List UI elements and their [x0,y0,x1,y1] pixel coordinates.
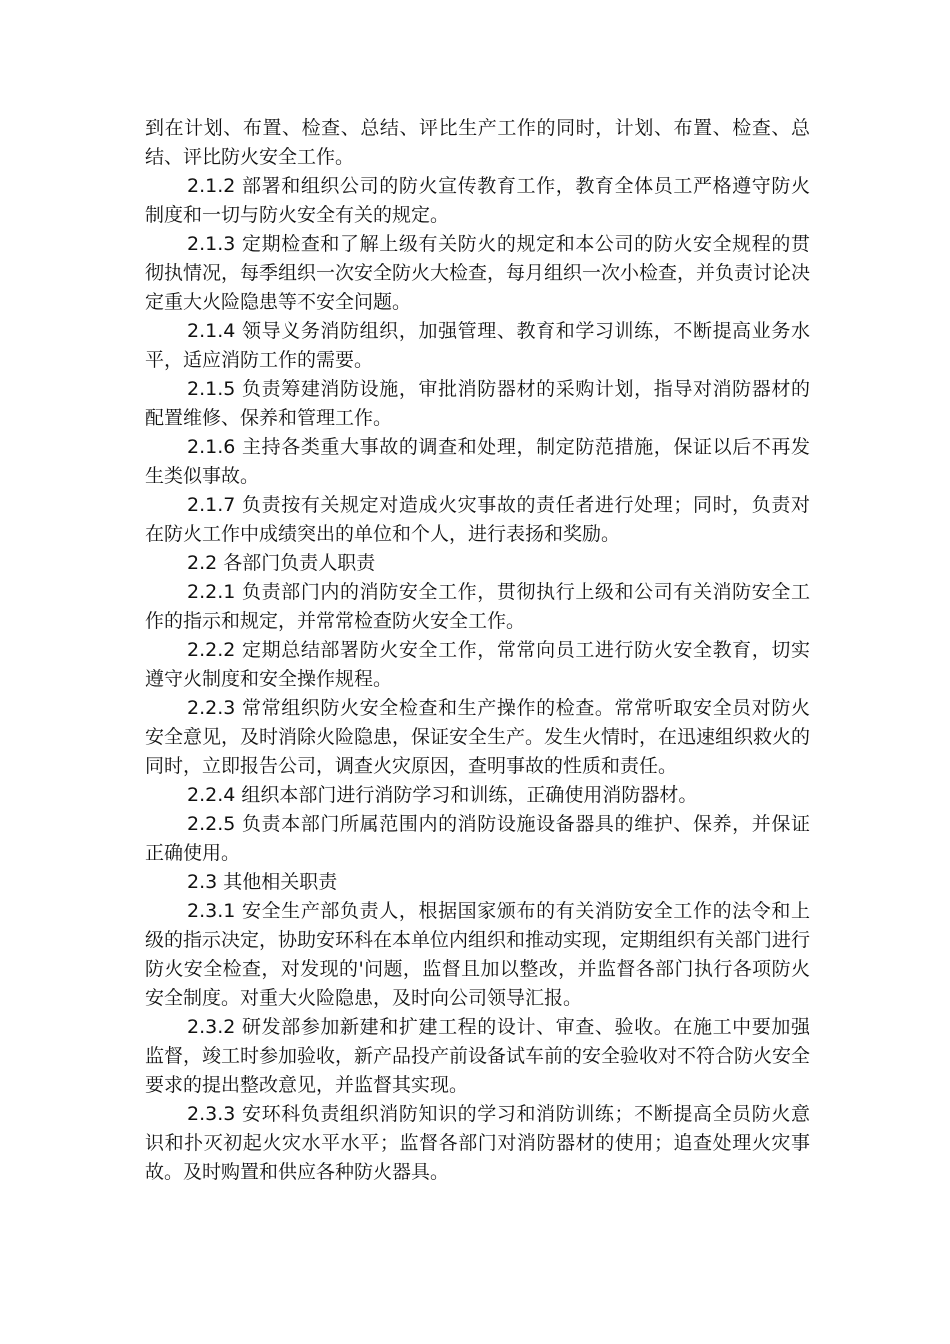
paragraph-2-3-3: 2.3.3 安环科负责组织消防知识的学习和消防训练；不断提高全员防火意识和扑灭初起火灾水平水平；监督各部门对消防器材的使用；追查处理火灾事故。及时购置和供应各种防火器具。 [145,1103,810,1183]
paragraph-2-2-1: 2.2.1 负责部门内的消防安全工作，贯彻执行上级和公司有关消防安全工 作的指示和规定，并常常检查防火安全工作。 [145,581,810,632]
paragraph-2-1-2: 2.1.2 部署和组织公司的防火宣传教育工作，教育全体员工严格遵守防火制度和一切与防火安全有关的规定。 [145,175,810,226]
paragraph-2-3-1: 2.3.1 安全生产部负责人，根据国家颁布的有关消防安全工作的法令和上级的指示决定，协助安环科在本单位内组织和推动实现，定期组织有关部门进行防火安全检查，对发现的'问题，监督且加以整改，并监督各部门执行各项防火安全制度。对重大火险隐患，及时向公司领导汇报。 [145,900,811,1009]
paragraph-2-1-4: 2.1.4 领导义务消防组织，加强管理、教育和学习训练，不断提高业务水平，适应消防工作的需要。 [145,320,810,371]
paragraph-2-2-2: 2.2.2 定期总结部署防火安全工作，常常向员工进行防火安全教育，切实遵守火制度和安全操作规程。 [145,639,810,690]
paragraph-2-1-7: 2.1.7 负责按有关规定对造成火灾事故的责任者进行处理；同时，负责对在防火工作中成绩突出的单位和个人，进行表扬和奖励。 [145,494,810,545]
paragraph-2-1-5: 2.1.5 负责筹建消防设施，审批消防器材的采购计划，指导对消防器材的配置维修、保养和管理工作。 [145,378,810,429]
paragraph-2-2-4: 2.2.4 组织本部门进行消防学习和训练，正确使用消防器材。 [187,784,698,806]
paragraph-2-3-2: 2.3.2 研发部参加新建和扩建工程的设计、审查、验收。在施工中要加强监督，竣工时参加验收，新产品投产前设备试车前的安全验收对不符合防火安全要求的提出整改意见，并监督其实现。 [145,1016,811,1096]
document-body [145,114,810,1187]
paragraph-1: 到在计划、布置、检查、总结、评比生产工作的同时，计划、布置、检查、总结、评比防火安全工作。 [145,117,810,168]
paragraph-2-2-5: 2.2.5 负责本部门所属范围内的消防设施设备器具的维护、保养，并保证正确使用。 [145,813,810,864]
paragraph-2-1-3: 2.1.3 定期检查和了解上级有关防火的规定和本公司的防火安全规程的贯彻执情况，每季组织一次安全防火大检查，每月组织一次小检查，并负责讨论决定重大火险隐患等不安全问题。 [145,233,811,313]
section-heading-2-3: 2.3 其他相关职责 [187,871,338,893]
paragraph-2-2-3: 2.2.3 常常组织防火安全检查和生产操作的检查。常常听取安全员对防火安全意见，及时消除火险隐患，保证安全生产。发生火情时，在迅速组织救火的同时，立即报告公司，调查火灾原因，查明事故的性质和责任。 [145,697,811,777]
paragraph-2-1-6: 2.1.6 主持各类重大事故的调查和处理，制定防范措施，保证以后不再发生类似事故。 [145,436,810,487]
section-heading-2-2: 2.2 各部门负责人职责 [187,552,376,574]
